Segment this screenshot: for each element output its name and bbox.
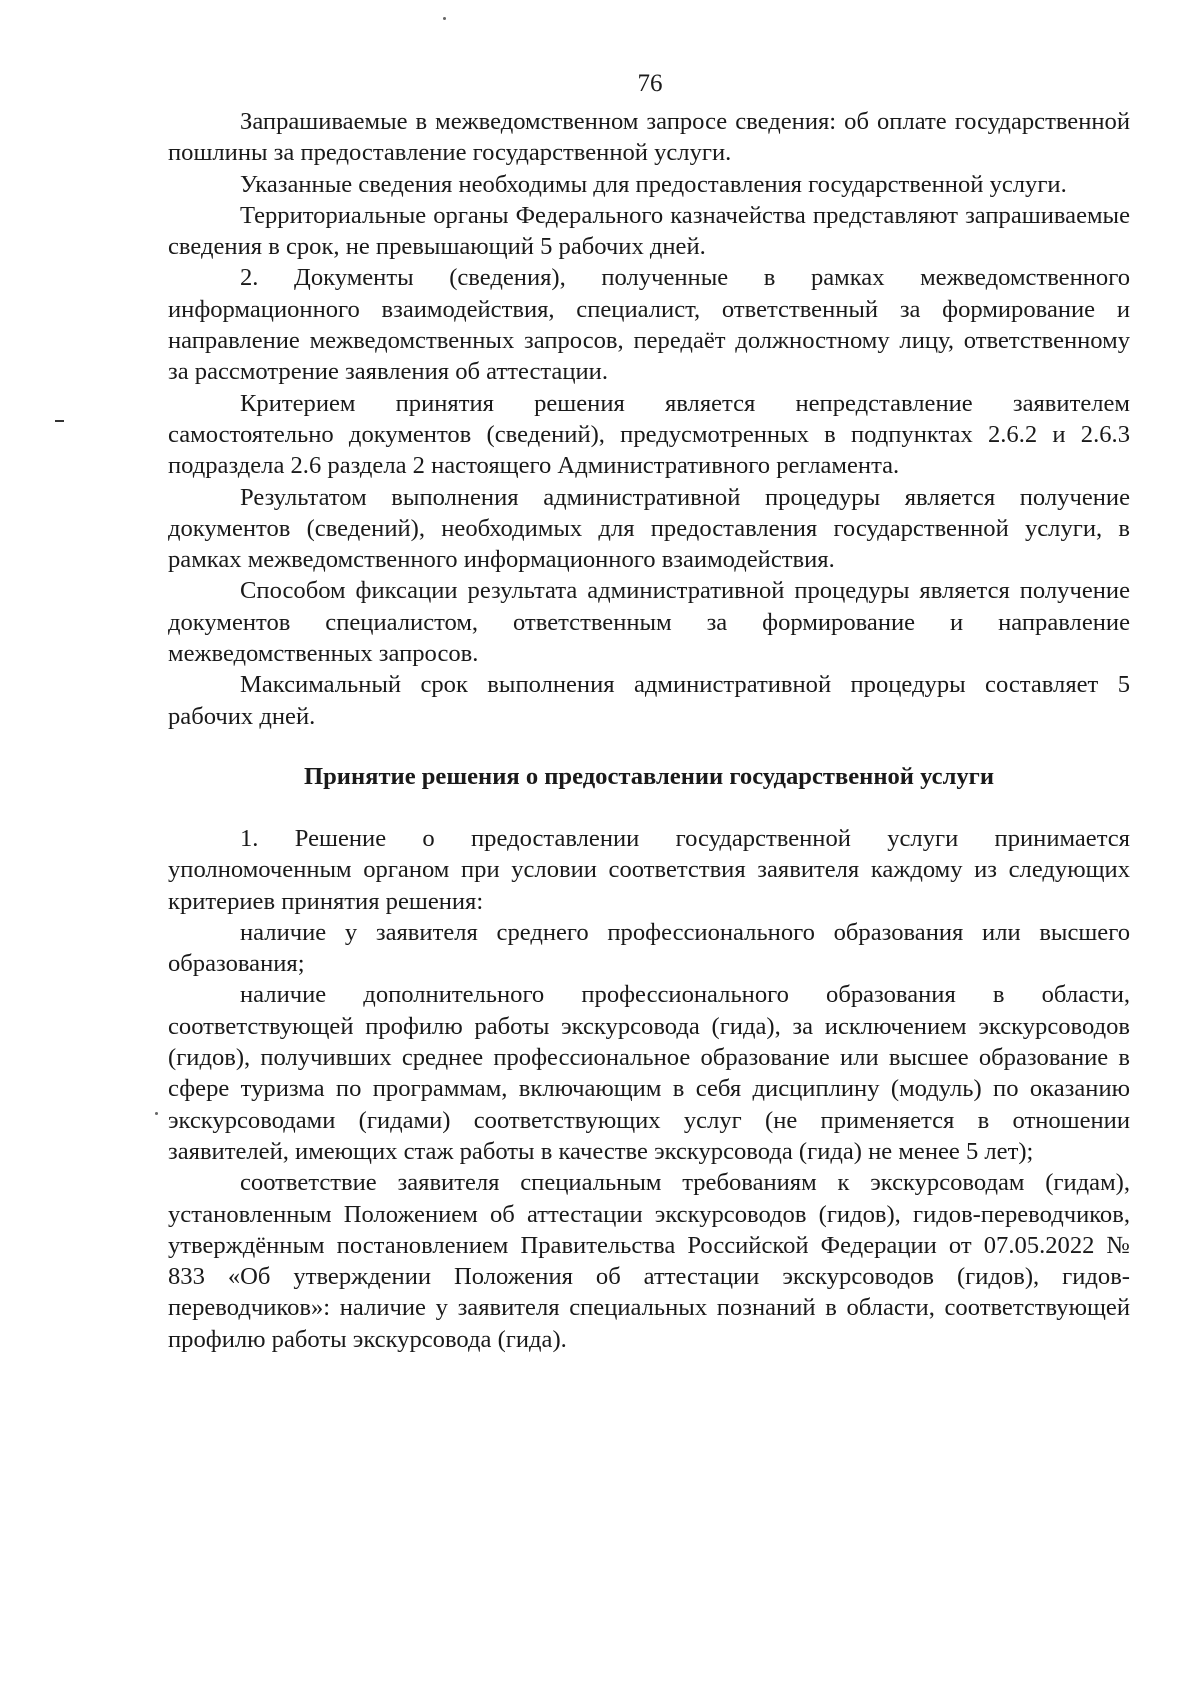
paragraph: Критерием принятия решения является непредставление заявителем самостоятельно документов (сведений), предусмотренных в подпунктах 2.6.2 и 2.6.3 подраздела 2.6 раздела 2 настоящего Административного регламента.	[168, 389, 1130, 480]
paragraph: Максимальный срок выполнения административной процедуры составляет 5 рабочих дней.	[168, 671, 1130, 730]
paragraph: Запрашиваемые в межведомственном запросе сведения: об оплате государственной пошлины за предоставление государственной услуги.	[168, 108, 1130, 167]
document-page	[168, 70, 1130, 1355]
paragraph: Указанные сведения необходимы для предоставления государственной услуги.	[240, 170, 1067, 198]
list-item: соответствие заявителя специальным требованиям к экскурсоводам (гидам), установленным Положением об аттестации экскурсоводов (гидов), гидов-переводчиков, утверждённым постановлением Правительства Российской Федерации от 07.05.2022 № 833 «Об утверждении Положения об аттестации экскурсоводов (гидов), гидов-переводчиков»: наличие у заявителя специальных познаний в области, соответствующей профилю работы экскурсовода (гида).	[168, 1169, 1130, 1353]
paragraph: 1. Решение о предоставлении государственной услуги принимается уполномоченным органом при условии соответствия заявителя каждому из следующих критериев принятия решения:	[168, 824, 1130, 915]
paragraph: 2. Документы (сведения), полученные в рамках межведомственного информационного взаимодействия, специалист, ответственный за формирование и направление межведомственных запросов, передаёт должностному лицу, ответственному за рассмотрение заявления об аттестации.	[168, 264, 1130, 386]
scan-speck	[443, 17, 446, 20]
list-item: наличие у заявителя среднего профессионального образования или высшего образования;	[168, 918, 1130, 978]
section-heading: Принятие решения о предоставлении государственной услуги	[303, 762, 995, 790]
paragraph: Результатом выполнения административной процедуры является получение документов (сведений), необходимых для предоставления государственной услуги, в рамках межведомственного информационного взаимодействия.	[168, 483, 1130, 574]
margin-dash	[55, 420, 64, 422]
paragraph: Способом фиксации результата административной процедуры является получение документов специалистом, ответственным за формирование и направление межведомственных запросов.	[168, 577, 1130, 668]
page-number: 76	[637, 70, 663, 97]
scan-speck	[155, 1112, 158, 1115]
paragraph: Территориальные органы Федерального казначейства представляют запрашиваемые сведения в срок, не превышающий 5 рабочих дней.	[168, 201, 1130, 261]
list-item: наличие дополнительного профессионального образования в области, соответствующей профилю работы экскурсовода (гида), за исключением экскурсоводов (гидов), получивших среднее профессиональное образование или высшее образование в сфере туризма по программам, включающим в себя дисциплину (модуль) по оказанию экскурсоводами (гидами) соответствующих услуг (не применяется в отношении заявителей, имеющих стаж работы в качестве экскурсовода (гида) не менее 5 лет);	[168, 981, 1130, 1165]
